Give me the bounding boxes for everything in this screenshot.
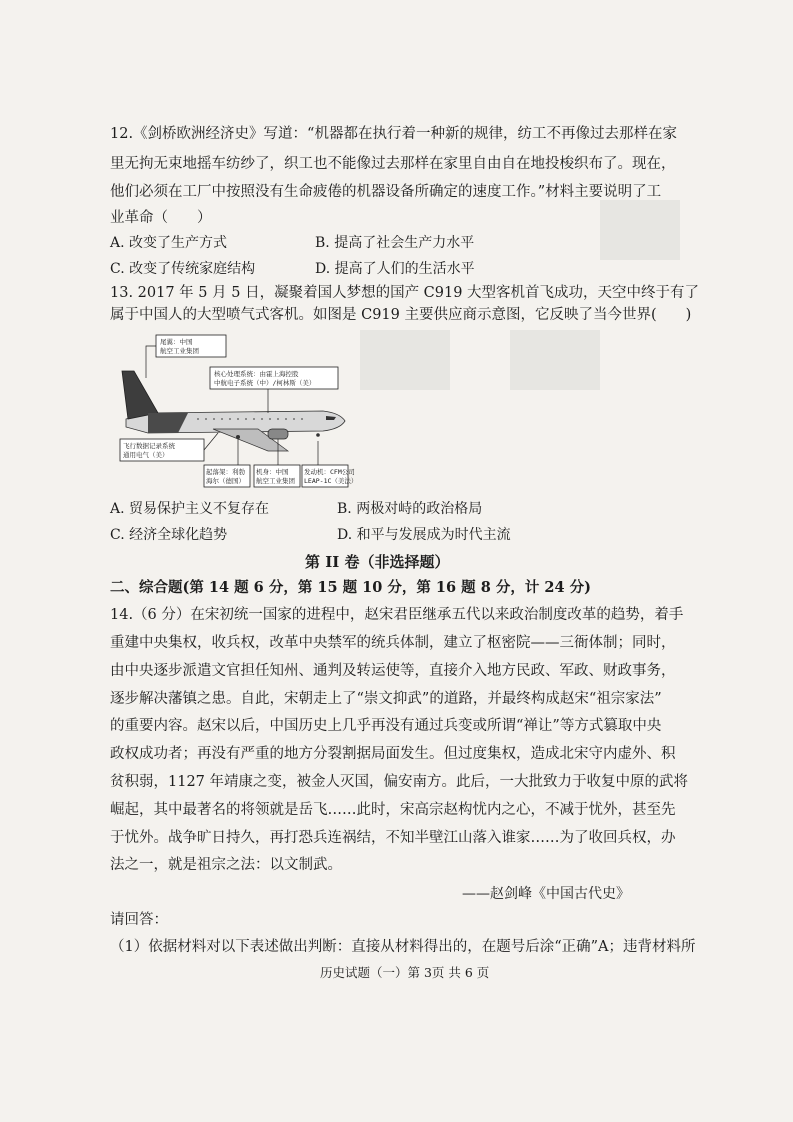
q13-option-a: A. 贸易保护主义不复存在 (110, 501, 270, 517)
label-flight-2: 通用电气（美） (123, 451, 169, 459)
label-body-1: 机身：中国 (256, 468, 289, 476)
q12-option-d: D. 提高了人们的生活水平 (315, 261, 475, 277)
label-core-2: 中航电子系统（中）/柯林斯（美） (214, 379, 316, 387)
label-gear-1: 起落架：利勃 (206, 468, 245, 476)
q12-line-1: 12.《剑桥欧洲经济史》写道：“机器都在执行着一种新的规律，纺工不再像过去那样在家 (110, 126, 677, 142)
label-core-1: 核心处理系统：由霍上海控股 (214, 370, 299, 378)
bleed-through-shadow (600, 200, 680, 260)
q14-line-6: 政权成功者；再没有严重的地方分裂割据局面发生。但过度集权，造成北宋守内虚外、积 (110, 746, 676, 762)
q14-line-3: 由中央逐步派遣文官担任知州、通判及转运使等，直接介入地方民政、军政、财政事务， (110, 663, 676, 679)
section-2-heading: 二、综合题(第 14 题 6 分，第 15 题 10 分，第 16 题 8 分，计 24 分) (110, 579, 591, 596)
q12-option-a: A. 改变了生产方式 (110, 235, 228, 251)
q14-line-4: 逐步解决藩镇之患。自此，宋朝走上了“崇文抑武”的道路，并最终构成赵宋“祖宗家法” (110, 691, 662, 707)
q13-option-b: B. 两极对峙的政治格局 (337, 501, 483, 517)
q14-line-10: 法之一，就是祖宗之法：以文制武。 (110, 857, 342, 873)
label-flight-1: 飞行数据记录系统 (123, 442, 175, 450)
bleed-through-shadow (510, 330, 600, 390)
q14-source: ——赵剑峰《中国古代史》 (462, 886, 630, 902)
section-2-title: 第 II 卷（非选择题） (305, 553, 450, 571)
q13-option-c: C. 经济全球化趋势 (110, 527, 228, 543)
q13-line-1: 13. 2017 年 5 月 5 日，凝聚着国人梦想的国产 C919 大型客机首飞成功，天空中终于有了 (110, 285, 700, 301)
q14-line-2: 重建中央集权，收兵权，改革中央禁军的统兵体制，建立了枢密院——三衙体制；同时， (110, 635, 676, 651)
q14-line-1: 14.（6 分）在宋初统一国家的进程中，赵宋君臣继承五代以来政治制度改革的趋势，着手 (110, 607, 684, 623)
c919-supplier-diagram (118, 333, 358, 491)
q12-option-b: B. 提高了社会生产力水平 (315, 235, 475, 251)
label-engine-1: 发动机：CFM公司 (304, 468, 355, 476)
q14-line-5: 的重要内容。赵宋以后，中国历史上几乎再没有通过兵变或所谓“禅让”等方式篡取中央 (110, 718, 662, 734)
label-body-2: 航空工业集团 (256, 477, 295, 485)
q14-prompt: 请回答： (110, 912, 168, 928)
q14-line-7: 贫积弱，1127 年靖康之变，被金人灭国，偏安南方。此后，一大批致力于收复中原的武将 (110, 774, 689, 790)
q13-option-d: D. 和平与发展成为时代主流 (337, 527, 511, 543)
label-gear-2: 海尔（德国） (206, 477, 245, 485)
label-tail-1: 尾翼：中国 (160, 338, 193, 346)
q12-option-c: C. 改变了传统家庭结构 (110, 261, 256, 277)
label-engine-2: LEAP-1C（美法） (304, 477, 358, 485)
q14-line-9: 于忧外。战争旷日持久，再打恐兵连祸结，不知半壁江山落入谁家……为了收回兵权，办 (110, 830, 676, 846)
q14-sub-question-1: （1）依据材料对以下表述做出判断：直接从材料得出的，在题号后涂“正确”A；违背材料所 (110, 939, 696, 955)
q14-line-8: 崛起，其中最著名的将领就是岳飞……此时，宋高宗赵构忧内之心，不减于忧外，甚至先 (110, 802, 676, 818)
q13-line-2: 属于中国人的大型喷气式客机。如图是 C919 主要供应商示意图，它反映了当今世界( ) (110, 307, 692, 323)
q12-line-2: 里无拘无束地摇车纺纱了，织工也不能像过去那样在家里自由自在地投梭织布了。现在， (110, 156, 676, 172)
label-tail-2: 航空工业集团 (160, 347, 199, 355)
page-footer: 历史试题（一）第 3页 共 6 页 (320, 965, 490, 980)
q12-line-4: 业革命（ ） (110, 210, 212, 226)
q12-line-3: 他们必须在工厂中按照没有生命疲倦的机器设备所确定的速度工作。”材料主要说明了工 (110, 184, 662, 200)
bleed-through-shadow (360, 330, 450, 390)
